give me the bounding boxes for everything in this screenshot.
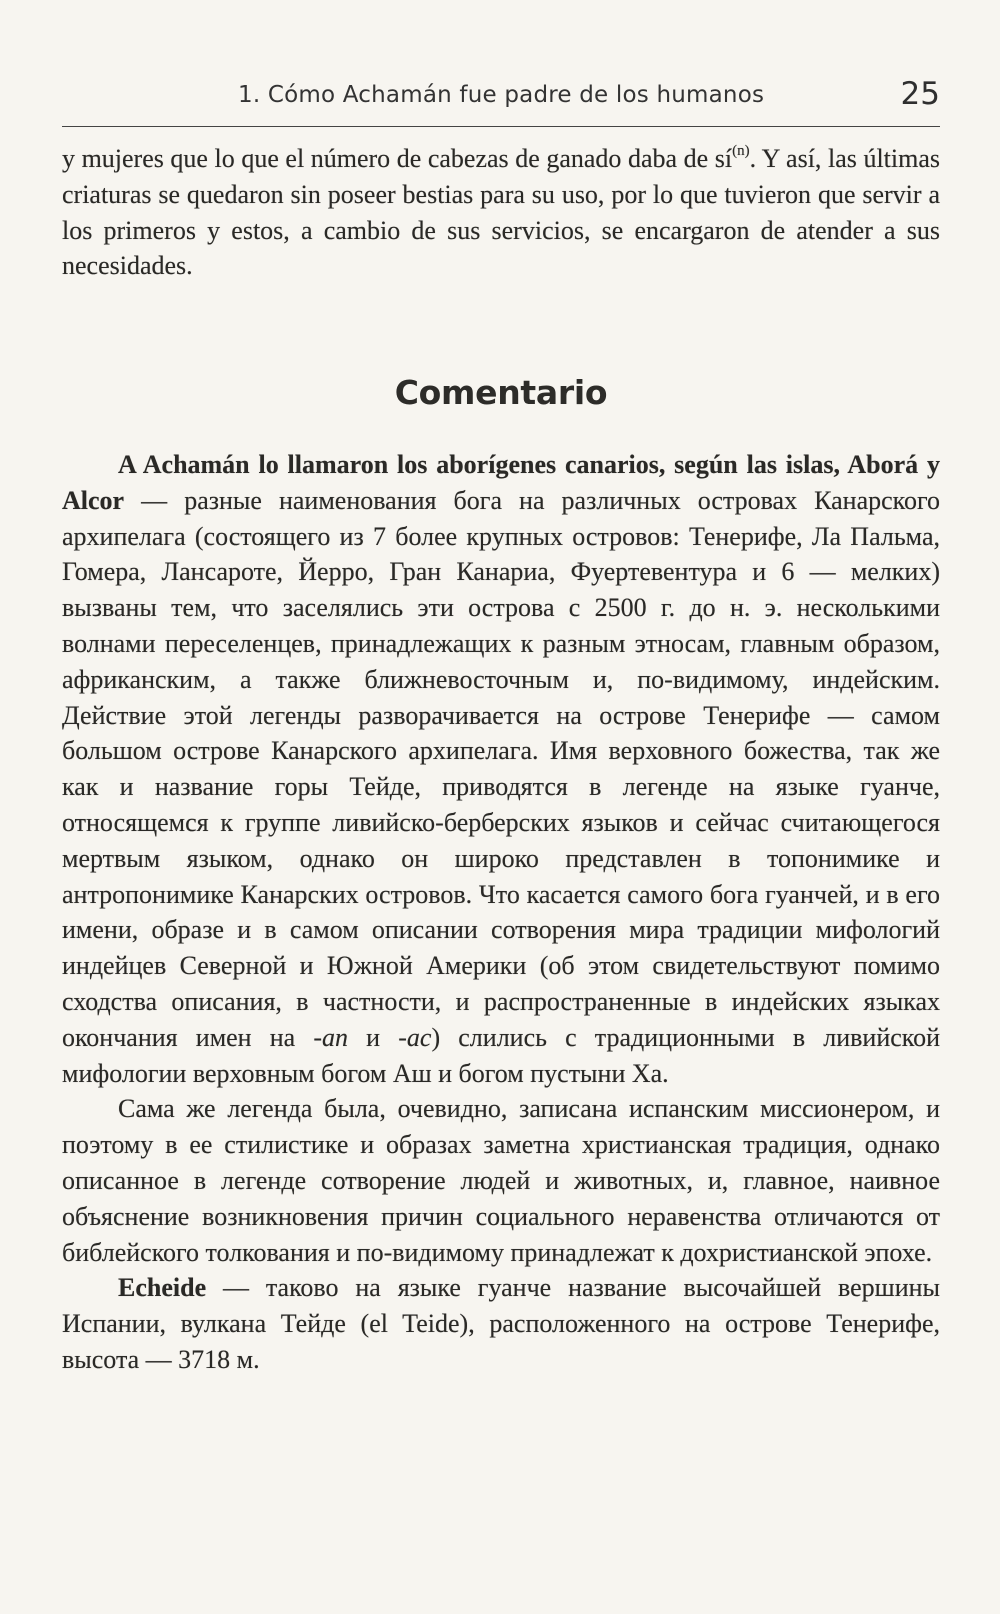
suffix-ac: -ac: [398, 1022, 432, 1052]
suffix-an: -an: [313, 1022, 349, 1052]
commentary-paragraph-3-text: — таково на языке гуанче название высочайшей вершины Испании, вулкана Тейде (el Teide), расположенного на острове Тенерифе, высота — 3718 м.: [62, 1273, 940, 1374]
chapter-running-title: 1. Cómo Achamán fue padre de los humanos: [238, 82, 765, 108]
commentary-paragraph-2: Сама же легенда была, очевидно, записана испанским миссионером, и поэтому в ее стилистике и образах заметна христианская традиция, однако описанное в легенде сотворение людей и животных, и, главное, наивное объяснение возникновения причин социального неравенства отличаются от библейского толкования и по-видимому принадлежат к дохристианской эпохе.: [62, 1094, 940, 1267]
opening-text-main: y mujeres que lo que el número de cabezas de ganado daba de sí: [62, 144, 733, 173]
lemma-achaman: A Achamán lo llamaron los aborígenes canarios, según las islas, Aborá y Alcor: [62, 450, 940, 515]
lemma-echeide: Echeide: [118, 1273, 207, 1303]
section-title: Comentario: [394, 373, 608, 412]
commentary-paragraph-1-text-b: и: [348, 1022, 399, 1052]
page-number: 25: [900, 76, 940, 112]
commentary-paragraph-1-text-a: — разные наименования бога на различных островах Канарского архипелага (состоящего из 7 более крупных островов: Тенерифе, Ла Пальма, Гомера, Лансароте, Йерро, Гран Канариа, Фуертевентура и 6 — мелких) вызваны тем, что заселялись эти острова с 2500 г. до н. э. несколькими волнами переселенцев, принадлежащих к разным этносам, главным образом, африканским, а также ближневосточным и, по-видимому, индейским. Действие этой легенды разворачивается на острове Тенерифе — самом большом острове Канарского архипелага. Имя верховного божества, так же как и название горы Тейде, приводятся в легенде на языке гуанче, относящемся к группе ливийско-берберских языков и сейчас считающегося мертвым языком, однако он широко представлен в топонимике и антропонимике Канарских островов. Что касается самого бога гуанчей, и в его имени, образе и в самом описании сотворения мира традиции мифологий индейцев Северной и Южной Америки (об этом свидетельствуют помимо сходства описания, в частности, и распространенные в индейских языках окончания имен на: [62, 485, 940, 1052]
commentary-section: [62, 447, 940, 1378]
commentary-paragraph-1: [62, 447, 940, 1091]
opening-text: [62, 141, 940, 284]
footnote-marker: (n): [732, 143, 750, 159]
commentary-paragraph-1-text-c: ) слились с традиционными в ливийской мифологии верховным богом Аш и богом пустыни Ха.: [62, 1022, 940, 1088]
commentary-paragraph-3: [62, 1270, 940, 1377]
opening-paragraph: [62, 141, 940, 284]
opening-text-continuation: . Y así, las últimas criaturas se quedaron sin poseer bestias para su uso, por lo que tuvieron que servir a los primeros y estos, a cambio de sus servicios, se encargaron de atender a sus necesidades.: [62, 144, 940, 281]
running-header: [62, 76, 940, 127]
